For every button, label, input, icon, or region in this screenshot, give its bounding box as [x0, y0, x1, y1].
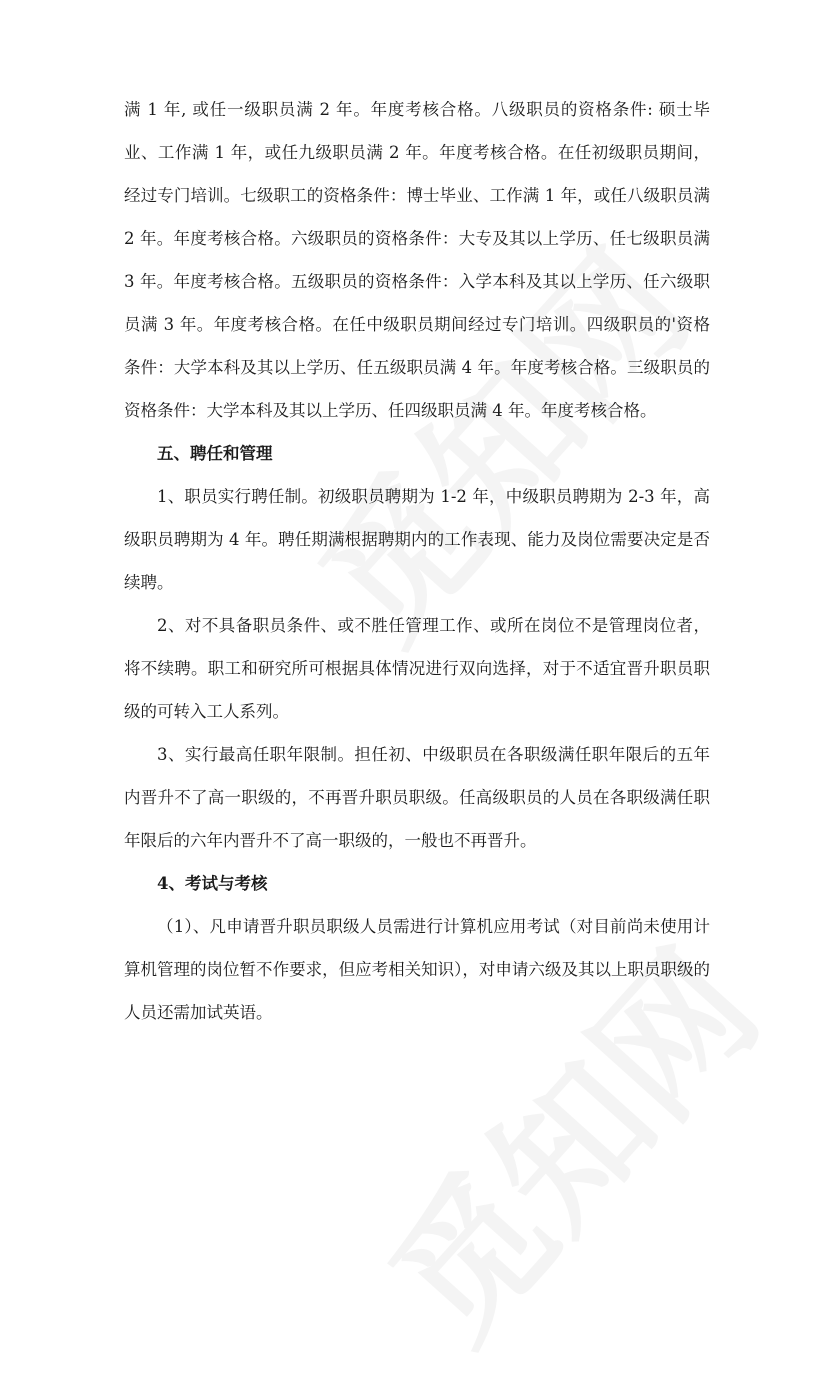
paragraph-item-2: 2、对不具备职员条件、或不胜任管理工作、或所在岗位不是管理岗位者，将不续聘。职工和研究所可根据具体情况进行双向选择，对于不适宜晋升职员职级的可转入工人系列。	[124, 616, 710, 721]
paragraph-qualifications: 满 1 年, 或任一级职员满 2 年。年度考核合格。八级职员的资格条件: 硕士毕业、工作满 1 年，或任九级职员满 2 年。年度考核合格。在任初级职员期间，经过专门培训。七级职工的资格条件：博士毕业、工作满 1 年，或任八级职员满 2 年。年度考核合格。六级职员的资格条件：大专及其以上学历、任七级职员满 3 年。年度考核合格。五级职员的资格条件：入学本科及其以上学历、任六级职员满 3 年。年度考核合格。在任中级职员期间经过专门培训。四级职员的'资格条件：大学本科及其以上学历、任五级职员满 4 年。年度考核合格。三级职员的资格条件：大学本科及其以上学历、任四级职员满 4 年。年度考核合格。	[124, 100, 710, 420]
document-body	[124, 88, 710, 1034]
paragraph-exam-1: （1）、凡申请晋升职员职级人员需进行计算机应用考试（对目前尚未使用计算机管理的岗位暂不作要求，但应考相关知识），对申请六级及其以上职员职级的人员还需加试英语。	[124, 917, 710, 1022]
section-heading-appointment: 五、聘任和管理	[157, 444, 273, 463]
paragraph-item-3: 3、实行最高任职年限制。担任初、中级职员在各职级满任职年限后的五年内晋升不了高一职级的，不再晋升职员职级。任高级职员的人员在各职级满任职年限后的六年内晋升不了高一职级的，一般也不再晋升。	[124, 745, 710, 850]
section-heading-exam: 4、考试与考核	[157, 874, 268, 893]
paragraph-item-1: 1、职员实行聘任制。初级职员聘期为 1-2 年，中级职员聘期为 2-3 年，高级职员聘期为 4 年。聘任期满根据聘期内的工作表现、能力及岗位需要决定是否续聘。	[124, 487, 710, 592]
